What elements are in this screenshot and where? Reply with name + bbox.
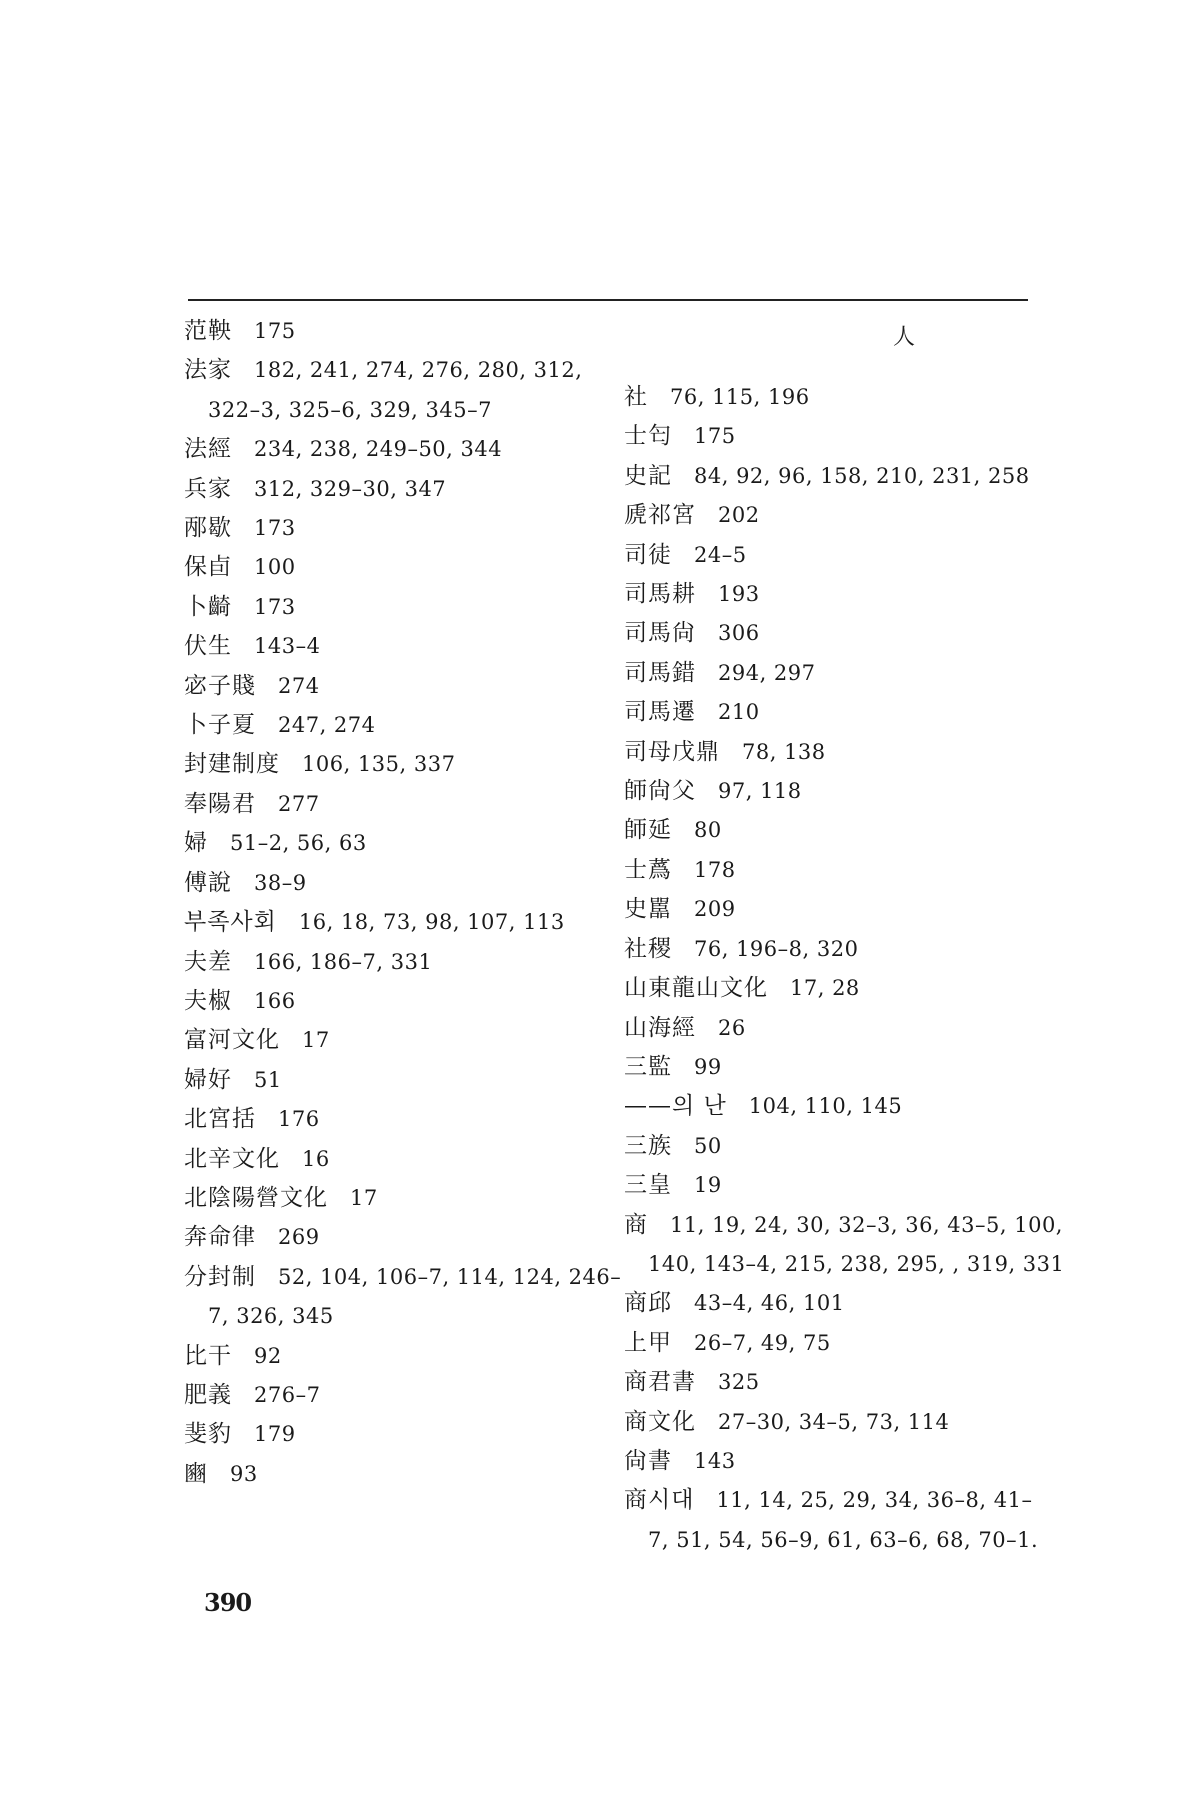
index-term: 師尙父	[624, 778, 696, 805]
index-entry	[624, 890, 1044, 929]
index-entry	[184, 785, 604, 824]
index-term: 豳	[184, 1460, 208, 1487]
index-pages: 209	[694, 897, 736, 922]
index-term: 傅說	[184, 869, 232, 896]
index-pages: 166, 186–7, 331	[254, 949, 433, 974]
index-pages: 100	[254, 555, 296, 580]
index-column-left	[184, 312, 622, 1494]
index-entry	[624, 733, 1044, 772]
index-term: 三皇	[624, 1172, 672, 1199]
index-pages: 43–4, 46, 101	[694, 1291, 845, 1316]
index-entry	[184, 312, 604, 351]
index-term: 師延	[624, 817, 672, 844]
index-entry	[184, 1455, 604, 1494]
index-entry-continuation	[624, 1521, 1044, 1560]
index-entry	[184, 1021, 604, 1060]
index-pages: 182, 241, 274, 276, 280, 312,	[254, 358, 583, 383]
index-entry	[624, 1087, 1044, 1126]
index-entry-continuation	[184, 1297, 604, 1336]
index-entry	[184, 509, 604, 548]
index-pages: 277	[278, 791, 320, 816]
index-entry	[624, 693, 1044, 732]
index-entry	[184, 706, 604, 745]
index-pages: 16	[302, 1146, 330, 1171]
index-pages: 193	[718, 582, 760, 607]
index-pages: 26–7, 49, 75	[694, 1330, 831, 1355]
index-pages: 178	[694, 857, 736, 882]
index-pages: 140, 143–4, 215, 238, 295, , 319, 331	[648, 1251, 1065, 1276]
index-term: 夫差	[184, 948, 232, 975]
index-term: 法經	[184, 436, 232, 463]
index-term: 婦好	[184, 1066, 232, 1093]
index-term: 商邱	[624, 1290, 672, 1317]
index-pages: 106, 135, 337	[302, 752, 456, 777]
index-pages: 93	[230, 1461, 258, 1486]
index-pages: 27–30, 34–5, 73, 114	[718, 1409, 950, 1434]
index-pages: 173	[254, 594, 296, 619]
index-entry	[624, 930, 1044, 969]
index-pages: 179	[254, 1422, 296, 1447]
index-pages: 143	[694, 1448, 736, 1473]
index-entry	[184, 1337, 604, 1376]
index-term: 士蔿	[624, 856, 672, 883]
index-term: 北陰陽營文化	[184, 1184, 328, 1211]
index-entry	[184, 864, 604, 903]
index-pages: 312, 329–30, 347	[254, 476, 447, 501]
index-entry	[624, 457, 1044, 496]
index-term: 肥義	[184, 1381, 232, 1408]
index-term: 社	[624, 384, 648, 410]
index-pages: 7, 51, 54, 56–9, 61, 63–6, 68, 70–1.	[648, 1527, 1039, 1552]
index-pages: 166	[254, 988, 296, 1013]
index-term: 司馬遷	[624, 699, 696, 726]
index-term: 奉陽君	[184, 790, 256, 817]
index-pages: 51–2, 56, 63	[230, 831, 367, 856]
index-pages: 210	[718, 700, 760, 725]
index-pages: 175	[254, 319, 296, 343]
index-entry	[184, 430, 604, 469]
index-entry-continuation	[184, 391, 604, 430]
index-entry	[624, 1442, 1044, 1481]
index-term: 商文化	[624, 1408, 696, 1435]
index-entry	[184, 1179, 604, 1218]
index-pages: 11, 19, 24, 30, 32–3, 36, 43–5, 100,	[670, 1212, 1063, 1237]
index-term: 保卣	[184, 554, 232, 581]
index-entry	[624, 811, 1044, 850]
index-entry	[624, 1363, 1044, 1402]
index-term: 封建制度	[184, 751, 280, 778]
index-pages: 294, 297	[718, 660, 816, 685]
index-entry	[184, 1140, 604, 1179]
index-entry	[184, 588, 604, 627]
index-pages: 16, 18, 73, 98, 107, 113	[298, 910, 565, 935]
index-entry	[624, 1481, 1044, 1520]
index-entry	[624, 1284, 1044, 1323]
index-term: 邴歇	[184, 515, 232, 542]
index-column-right	[624, 312, 1065, 1560]
index-term: 斐豹	[184, 1421, 232, 1448]
index-pages: 173	[254, 516, 296, 541]
index-entry	[624, 614, 1044, 653]
index-entry	[184, 943, 604, 982]
index-term: 부족사회	[184, 909, 277, 936]
index-entry	[624, 536, 1044, 575]
index-entry	[624, 1048, 1044, 1087]
index-pages: 143–4	[254, 634, 321, 659]
index-pages: 325	[718, 1370, 760, 1395]
index-pages: 176	[278, 1107, 320, 1132]
index-pages: 11, 14, 25, 29, 34, 36–8, 41–	[716, 1488, 1033, 1513]
index-pages: 276–7	[254, 1382, 321, 1407]
index-term: 伏生	[184, 633, 232, 660]
index-term: 士匄	[624, 423, 672, 450]
index-term: 史嚚	[624, 896, 672, 923]
index-pages: 17	[302, 1028, 330, 1053]
index-term: 史記	[624, 462, 672, 489]
index-entry	[624, 417, 1044, 456]
index-term: 商	[624, 1211, 648, 1238]
index-term: 山海經	[624, 1014, 696, 1041]
index-term: 北宮括	[184, 1106, 256, 1133]
index-entry	[184, 1376, 604, 1415]
index-entry	[624, 1009, 1044, 1048]
index-term: 分封制	[184, 1263, 256, 1290]
index-term: 尙書	[624, 1447, 672, 1474]
index-entry	[184, 627, 604, 666]
index-pages: 17, 28	[790, 976, 860, 1001]
index-pages: 269	[278, 1225, 320, 1250]
index-entry	[624, 496, 1044, 535]
index-term: 比干	[184, 1342, 232, 1369]
page-number: 390	[204, 1588, 252, 1617]
index-term: 虒祁宮	[624, 502, 696, 529]
index-term: 上甲	[624, 1329, 672, 1356]
index-entry	[624, 969, 1044, 1008]
index-pages: 84, 92, 96, 158, 210, 231, 258	[694, 463, 1030, 488]
index-term: 夫椒	[184, 987, 232, 1014]
index-pages: 51	[254, 1067, 282, 1092]
index-entry	[624, 1206, 1063, 1245]
index-pages: 99	[694, 1054, 722, 1079]
index-entry	[184, 667, 604, 706]
index-pages: 80	[694, 818, 722, 843]
index-pages: 78, 138	[742, 739, 826, 764]
index-term: 北辛文化	[184, 1145, 280, 1172]
index-term: 商君書	[624, 1369, 696, 1396]
index-pages: 306	[718, 621, 760, 646]
index-entry	[624, 1127, 1044, 1166]
index-pages: 274	[278, 673, 320, 698]
index-term: 宓子賤	[184, 672, 256, 699]
index-pages: 97, 118	[718, 779, 802, 804]
index-pages: 38–9	[254, 870, 307, 895]
header-rule	[188, 299, 1028, 301]
index-term: 范鞅	[184, 318, 232, 344]
index-entry	[624, 654, 1044, 693]
index-term: 法家	[184, 357, 232, 384]
index-term: 司馬耕	[624, 581, 696, 608]
index-pages: 247, 274	[278, 713, 376, 738]
index-term: 司馬錯	[624, 659, 696, 686]
index-pages: 234, 238, 249–50, 344	[254, 437, 503, 462]
index-pages: 92	[254, 1343, 282, 1368]
index-pages: 104, 110, 145	[748, 1094, 903, 1119]
index-entry	[184, 1218, 604, 1257]
index-entry	[624, 378, 1044, 417]
index-term: 社稷	[624, 935, 672, 962]
index-entry	[184, 903, 604, 942]
index-pages: 52, 104, 106–7, 114, 124, 246–	[278, 1264, 622, 1289]
index-term: 三監	[624, 1053, 672, 1080]
index-term: 奔命律	[184, 1224, 256, 1251]
index-pages: 50	[694, 1133, 722, 1158]
index-pages: 24–5	[694, 542, 747, 567]
index-pages: 202	[718, 503, 760, 528]
index-pages: 76, 115, 196	[670, 385, 810, 409]
index-entry-continuation	[624, 1245, 1065, 1284]
index-entry	[624, 772, 1044, 811]
index-entry	[624, 1403, 1044, 1442]
section-heading: 人	[892, 325, 915, 350]
index-pages: 322–3, 325–6, 329, 345–7	[208, 397, 492, 422]
index-entry	[184, 1061, 604, 1100]
index-entry	[184, 745, 604, 784]
index-entry	[184, 824, 604, 863]
index-entry	[184, 548, 604, 587]
index-pages: 175	[694, 424, 736, 449]
index-term: ——의 난	[624, 1093, 727, 1120]
index-entry	[624, 1324, 1044, 1363]
index-entry	[184, 1415, 604, 1454]
index-term: 商시대	[624, 1487, 695, 1514]
index-pages: 76, 196–8, 320	[694, 936, 859, 961]
index-term: 婦	[184, 830, 208, 857]
index-term: 山東龍山文化	[624, 975, 768, 1002]
index-pages: 19	[694, 1173, 722, 1198]
index-entry	[184, 1100, 604, 1139]
index-entry	[184, 470, 604, 509]
index-pages: 7, 326, 345	[208, 1304, 334, 1329]
index-entry	[624, 575, 1044, 614]
index-term: 卜齮	[184, 593, 232, 620]
index-term: 司母戊鼎	[624, 738, 720, 765]
index-term: 富河文化	[184, 1027, 280, 1054]
index-entry	[624, 1166, 1044, 1205]
index-pages: 26	[718, 1015, 746, 1040]
index-pages: 17	[350, 1185, 378, 1210]
index-term: 司徒	[624, 541, 672, 568]
index-entry	[184, 1258, 622, 1297]
index-entry	[184, 351, 604, 390]
index-term: 兵家	[184, 475, 232, 502]
index-entry	[184, 982, 604, 1021]
index-term: 三族	[624, 1132, 672, 1159]
index-term: 卜子夏	[184, 712, 256, 739]
index-entry	[624, 851, 1044, 890]
index-term: 司馬尙	[624, 620, 696, 647]
